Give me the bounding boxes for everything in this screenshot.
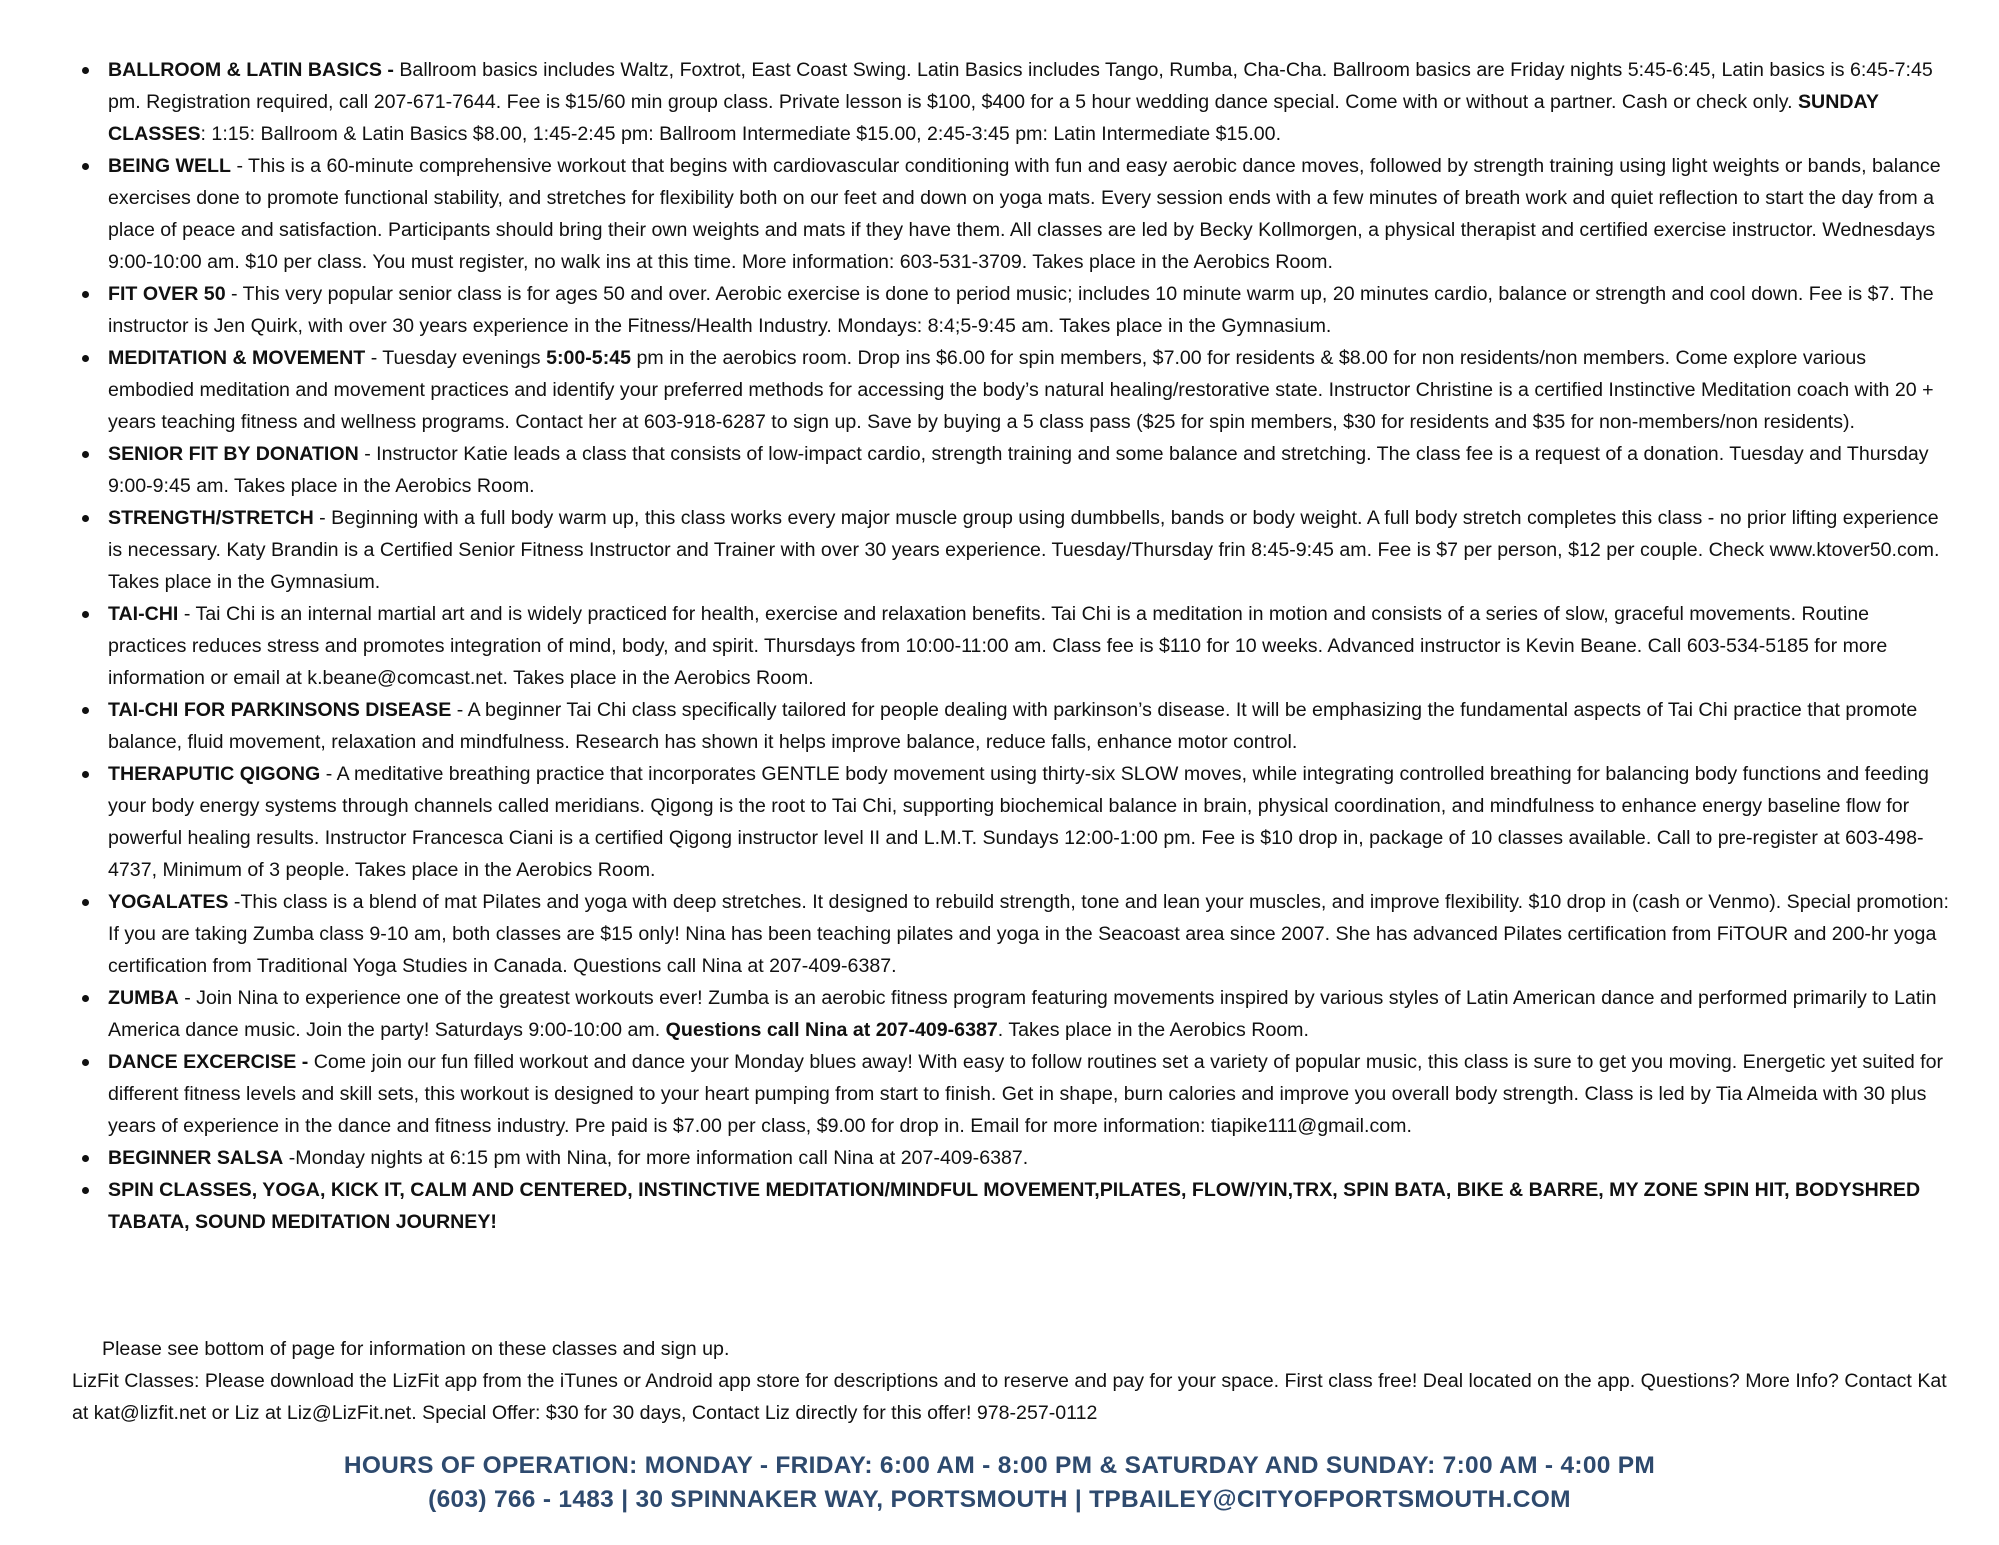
bullet-icon: [82, 515, 89, 522]
class-title: THERAPUTIC QIGONG: [108, 763, 321, 785]
bullet-icon: [82, 707, 89, 714]
class-description: - Beginning with a full body warm up, this class works every major muscle group using dumbbells, bands or body weight. A full body stretch completes this class - no prior lifting experience is necessary. Katy Brandin is a Certified Senior Fitness Instructor and Trainer with over 30 years experience. Tuesday/Thursday frin 8:45-9:45 am. Fee is $7 per person, $12 per couple. Check www.ktover50.com. Takes place in the Gymnasium.: [108, 507, 1940, 593]
class-title: TAI-CHI: [108, 603, 179, 625]
class-description: - Tai Chi is an internal martial art and is widely practiced for health, exercise and relaxation benefits. Tai Chi is a meditation in motion and consists of a series of slow, graceful movements. Routine practices reduces stress and promotes integration of mind, body, and spirit. Thursdays from 10:00-11:00 am. Class fee is $110 for 10 weeks. Advanced instructor is Kevin Beane. Call 603-534-5185 for more information or email at k.beane@comcast.net. Takes place in the Aerobics Room.: [108, 603, 1888, 689]
class-description: - Join Nina to experience one of the greatest workouts ever! Zumba is an aerobic fitness program featuring movements inspired by various styles of Latin American dance and performed primarily to Latin America dance music. Join the party! Saturdays 9:00-10:00 am.: [108, 987, 1937, 1041]
class-item-yogalates: [108, 886, 1950, 982]
class-time: 5:00-5:45: [546, 347, 632, 369]
bullet-icon: [82, 1059, 89, 1066]
class-item-meditation-movement: [108, 342, 1950, 438]
class-title: STRENGTH/STRETCH: [108, 507, 314, 529]
class-description-continued: . Takes place in the Aerobics Room.: [997, 1019, 1309, 1041]
class-item-tai-chi: [108, 598, 1950, 694]
class-title: BALLROOM & LATIN BASICS -: [108, 59, 394, 81]
bullet-icon: [82, 291, 89, 298]
class-description: -Monday nights at 6:15 pm with Nina, for more information call Nina at 207-409-6387.: [283, 1147, 1029, 1169]
classes-note: Please see bottom of page for information on these classes and sign up.: [102, 1338, 730, 1360]
class-item-other-classes: [108, 1174, 1950, 1238]
class-item-zumba: [108, 982, 1950, 1046]
bullet-icon: [82, 67, 89, 74]
class-item-strength-stretch: [108, 502, 1950, 598]
class-description-continued: pm in the aerobics room. Drop ins $6.00 for spin members, $7.00 for residents & $8.00 for non residents/non members. Come explore various embodied meditation and movement practices and identify your preferred methods for accessing the body’s natural healing/restorative state. Instructor Christine is a certified Instinctive Meditation coach with 20 + years teaching fitness and wellness programs. Contact her at 603-918-6287 to sign up. Save by buying a 5 class pass ($25 for spin members, $30 for residents and $35 for non-members/non residents).: [108, 347, 1934, 433]
class-title: FIT OVER 50: [108, 283, 226, 305]
class-item-fit-over-50: [108, 278, 1950, 342]
class-description: -This class is a blend of mat Pilates and yoga with deep stretches. It designed to rebuild strength, tone and lean your muscles, and improve flexibility. $10 drop in (cash or Venmo). Special promotion: If you are taking Zumba class 9-10 am, both classes are $15 only! Nina has been teaching pilates and yoga in the Seacoast area since 2007. She has advanced Pilates certification from FiTOUR and 200-hr yoga certification from Traditional Yoga Studies in Canada. Questions call Nina at 207-409-6387.: [108, 891, 1949, 977]
class-item-dance-exercise: [108, 1046, 1950, 1142]
class-description: - This is a 60-minute comprehensive workout that begins with cardiovascular conditioning with fun and easy aerobic dance moves, followed by strength training using light weights or bands, balance exercises done to promote functional stability, and stretches for flexibility both on our feet and down on yoga mats. Every session ends with a few minutes of breath work and quiet reflection to start the day from a place of peace and satisfaction. Participants should bring their own weights and mats if they have them. All classes are led by Becky Kollmorgen, a physical therapist and certified exercise instructor. Wednesdays 9:00-10:00 am. $10 per class. You must register, no walk ins at this time. More information: 603-531-3709. Takes place in the Aerobics Room.: [108, 155, 1941, 273]
bullet-icon: [82, 1155, 89, 1162]
bullet-icon: [82, 451, 89, 458]
bullet-icon: [82, 771, 89, 778]
class-title: SPIN CLASSES, YOGA, KICK IT, CALM AND CENTERED, INSTINCTIVE MEDITATION/MINDFUL MOVEMENT,PILATES, FLOW/YIN,TRX, SPIN BATA, BIKE & BARRE, MY ZONE SPIN HIT, BODYSHRED TABATA, SOUND MEDITATION JOURNEY!: [108, 1179, 1921, 1233]
contact-info: (603) 766 - 1483 | 30 SPINNAKER WAY, PORTSMOUTH | TPBAILEY@CITYOFPORTSMOUTH.COM: [428, 1486, 1571, 1513]
class-description: - Tuesday evenings: [365, 347, 547, 369]
class-description: - This very popular senior class is for ages 50 and over. Aerobic exercise is done to period music; includes 10 minute warm up, 20 minutes cardio, balance or strength and cool down. Fee is $7. The instructor is Jen Quirk, with over 30 years experience in the Fitness/Health Industry. Mondays: 8:4;5-9:45 am. Takes place in the Gymnasium.: [108, 283, 1934, 337]
class-title: DANCE EXCERCISE -: [108, 1051, 309, 1073]
class-description: - A meditative breathing practice that incorporates GENTLE body movement using thirty-six SLOW moves, while integrating controlled breathing for balancing body functions and feeding your body energy systems through channels called meridians. Qigong is the root to Tai Chi, supporting biochemical balance in brain, physical coordination, and mindfulness to enhance energy baseline flow for powerful healing results. Instructor Francesca Ciani is a certified Qigong instructor level II and L.M.T. Sundays 12:00-1:00 pm. Fee is $10 drop in, package of 10 classes available. Call to pre-register at 603-498-4737, Minimum of 3 people. Takes place in the Aerobics Room.: [108, 763, 1929, 881]
class-description: - Instructor Katie leads a class that consists of low-impact cardio, strength training and some balance and stretching. The class fee is a request of a donation. Tuesday and Thursday 9:00-9:45 am. Takes place in the Aerobics Room.: [108, 443, 1929, 497]
class-item-tai-chi-parkinsons: [108, 694, 1950, 758]
class-description: Come join our fun filled workout and dance your Monday blues away! With easy to follow routines set a variety of popular music, this class is sure to get you moving. Energetic yet suited for different fitness levels and skill sets, this workout is designed to your heart pumping from start to finish. Get in shape, burn calories and improve you overall body strength. Class is led by Tia Almeida with 30 plus years of experience in the dance and fitness industry. Pre paid is $7.00 per class, $9.00 for drop in. Email for more information: tiapike111@gmail.com.: [108, 1051, 1944, 1137]
class-item-qigong: [108, 758, 1950, 886]
bullet-icon: [82, 1187, 89, 1194]
class-contact: Questions call Nina at 207-409-6387: [665, 1019, 998, 1041]
class-item-being-well: [108, 150, 1950, 278]
bullet-icon: [82, 355, 89, 362]
bullet-icon: [82, 611, 89, 618]
class-subtitle: SUNDAY CLASSES: [108, 91, 1879, 145]
class-title: BEGINNER SALSA: [108, 1147, 284, 1169]
class-item-senior-fit: [108, 438, 1950, 502]
class-title: TAI-CHI FOR PARKINSONS DISEASE: [108, 699, 452, 721]
class-item-beginner-salsa: [108, 1142, 1950, 1174]
bullet-icon: [82, 995, 89, 1002]
class-description-continued: : 1:15: Ballroom & Latin Basics $8.00, 1:45-2:45 pm: Ballroom Intermediate $15.00, 2:45-3:45 pm: Latin Intermediate $15.00.: [200, 123, 1282, 145]
class-description: Ballroom basics includes Waltz, Foxtrot, East Coast Swing. Latin Basics includes Tango, Rumba, Cha-Cha. Ballroom basics are Friday nights 5:45-6:45, Latin basics is 6:45-7:45 pm. Registration required, call 207-671-7644. Fee is $15/60 min group class. Private lesson is $100, $400 for a 5 hour wedding dance special. Come with or without a partner. Cash or check only.: [108, 59, 1933, 113]
lizfit-info: LizFit Classes: Please download the LizFit app from the iTunes or Android app store for descriptions and to reserve and pay for your space. First class free! Deal located on the app. Questions? More Info? Contact Kat at kat@lizfit.net or Liz at Liz@LizFit.net. Special Offer: $30 for 30 days, Contact Liz directly for this offer! 978-257-0112: [72, 1370, 1947, 1424]
class-title: BEING WELL: [108, 155, 231, 177]
class-title: SENIOR FIT BY DONATION: [108, 443, 359, 465]
bullet-icon: [82, 163, 89, 170]
class-title: YOGALATES: [108, 891, 229, 913]
class-title: MEDITATION & MOVEMENT: [108, 347, 366, 369]
class-item-ballroom-latin: [108, 54, 1950, 150]
class-list: [108, 54, 1950, 1238]
bullet-icon: [82, 899, 89, 906]
class-description: - A beginner Tai Chi class specifically tailored for people dealing with parkinson’s disease. It will be emphasizing the fundamental aspects of Tai Chi practice that promote balance, fluid movement, relaxation and mindfulness. Research has shown it helps improve balance, reduce falls, enhance motor control.: [108, 699, 1918, 753]
class-title: ZUMBA: [108, 987, 179, 1009]
hours-of-operation: HOURS OF OPERATION: MONDAY - FRIDAY: 6:00 AM - 8:00 PM & SATURDAY AND SUNDAY: 7:00 AM - 4:00 PM: [343, 1452, 1656, 1479]
